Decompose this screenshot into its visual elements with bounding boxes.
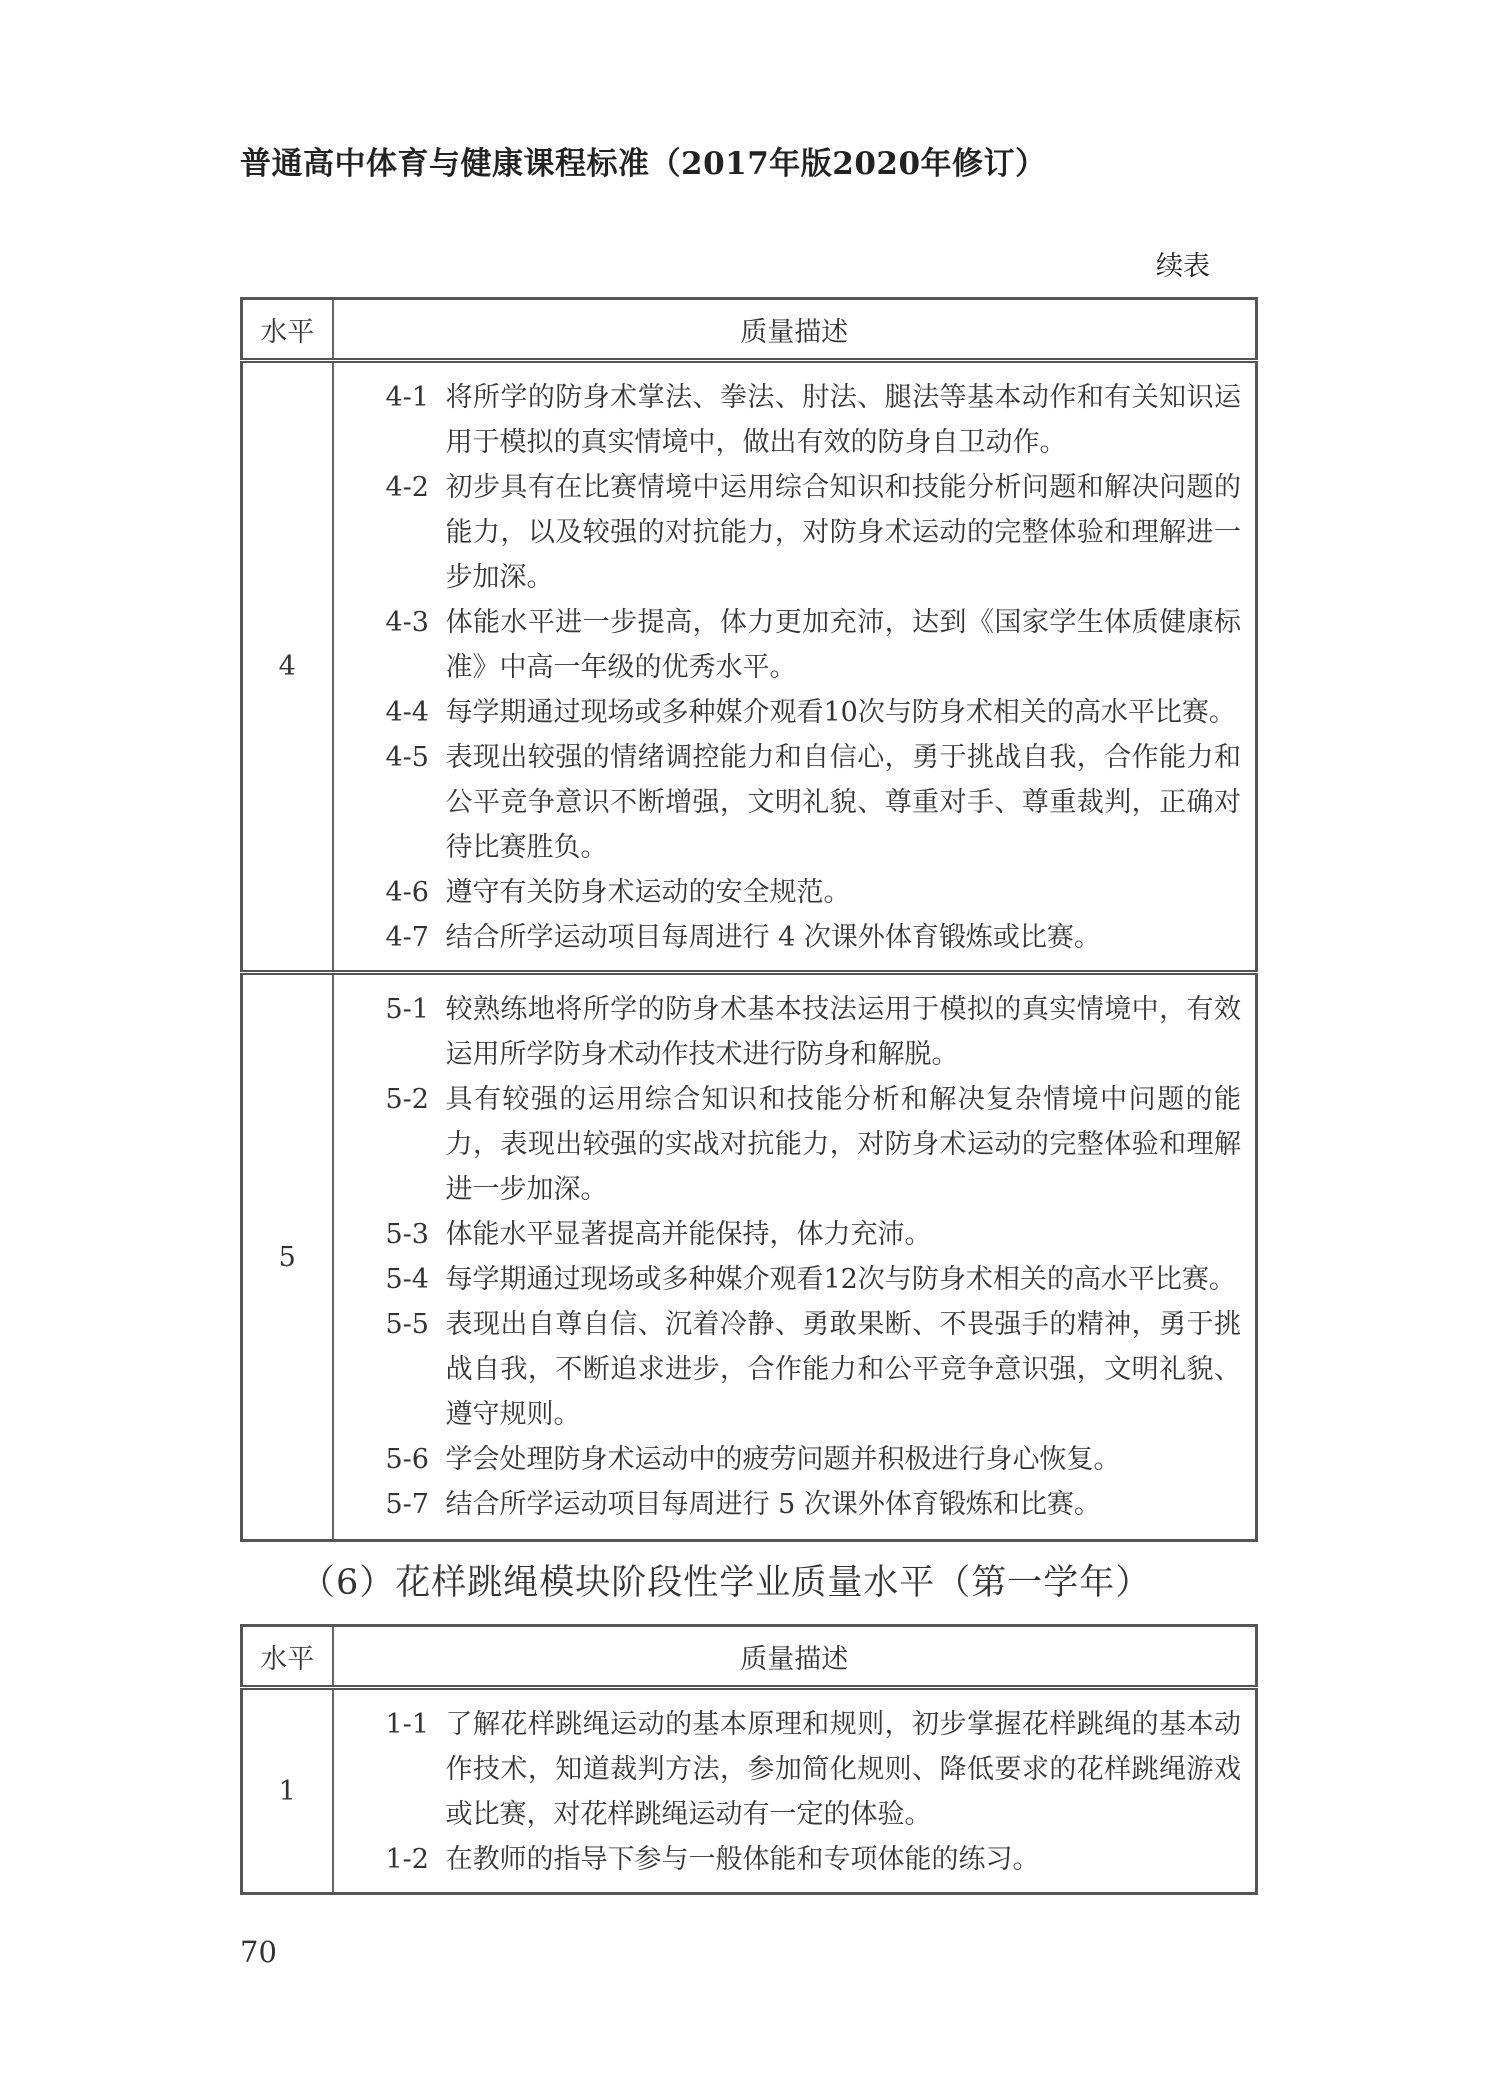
list-item: 4-3 体能水平进一步提高，体力更加充沛，达到《国家学生体质健康标准》中高一年级的优秀水平。 [385,607,1241,683]
running-header-title: 普通高中体育与健康课程标准（2017年版2020年修订） [240,146,1047,182]
list-item: 4-1 将所学的防身术掌法、拳法、肘法、腿法等基本动作和有关知识运用于模拟的真实情境中，做出有效的防身自卫动作。 [385,382,1241,458]
header-level: 水平 [242,1626,333,1688]
list-item: 5-4 每学期通过现场或多种媒介观看12次与防身术相关的高水平比赛。 [385,1264,1236,1295]
table-row [242,973,1257,1541]
description-cell [333,361,1257,973]
page-number: 70 [240,1935,277,1969]
description-cell [333,1688,1257,1894]
list-item: 5-2 具有较强的运用综合知识和技能分析和解决复杂情境中问题的能力，表现出较强的实战对抗能力，对防身术运动的完整体验和理解进一步加深。 [385,1084,1241,1205]
list-item: 4-5 表现出较强的情绪调控能力和自信心，勇于挑战自我，合作能力和公平竞争意识不断增强，文明礼貌、尊重对手、尊重裁判，正确对待比赛胜负。 [385,742,1241,863]
table-header-row [242,299,1257,361]
header-description: 质量描述 [333,1626,1257,1688]
description-cell [333,973,1257,1541]
list-item: 4-7 结合所学运动项目每周进行 4 次课外体育锻炼或比赛。 [385,922,1101,953]
list-item: 5-1 较熟练地将所学的防身术基本技法运用于模拟的真实情境中，有效运用所学防身术动作技术进行防身和解脱。 [385,994,1241,1070]
list-item: 4-4 每学期通过现场或多种媒介观看10次与防身术相关的高水平比赛。 [385,697,1236,728]
list-item: 4-6 遵守有关防身术运动的安全规范。 [385,877,851,908]
continued-table-label: 续表 [1156,251,1210,282]
list-item: 1-1 了解花样跳绳运动的基本原理和规则，初步掌握花样跳绳的基本动作技术，知道裁判方法，参加简化规则、降低要求的花样跳绳游戏或比赛，对花样跳绳运动有一定的体验。 [385,1709,1241,1830]
list-item: 1-2 在教师的指导下参与一般体能和专项体能的练习。 [385,1844,1040,1875]
table-row [242,361,1257,973]
list-item: 5-5 表现出自尊自信、沉着冷静、勇敢果断、不畏强手的精神，勇于挑战自我，不断追求进步，合作能力和公平竞争意识强，文明礼貌、遵守规则。 [385,1309,1241,1430]
quality-table-defense [240,297,1258,1542]
quality-table-rope-skipping [240,1624,1258,1895]
section-heading: （6）花样跳绳模块阶段性学业质量水平（第一学年） [300,1563,1152,1603]
list-item: 5-6 学会处理防身术运动中的疲劳问题并积极进行身心恢复。 [385,1444,1121,1475]
table-header-row [242,1626,1257,1688]
list-item: 5-3 体能水平显著提高并能保持，体力充沛。 [385,1219,932,1250]
list-item: 4-2 初步具有在比赛情境中运用综合知识和技能分析问题和解决问题的能力，以及较强的对抗能力，对防身术运动的完整体验和理解进一步加深。 [385,472,1241,593]
table-row [242,1688,1257,1894]
list-item: 5-7 结合所学运动项目每周进行 5 次课外体育锻炼和比赛。 [385,1489,1101,1520]
header-description: 质量描述 [333,299,1257,361]
level-cell: 5 [242,973,333,1541]
level-cell: 4 [242,361,333,973]
level-cell: 1 [242,1688,333,1894]
header-level: 水平 [242,299,333,361]
